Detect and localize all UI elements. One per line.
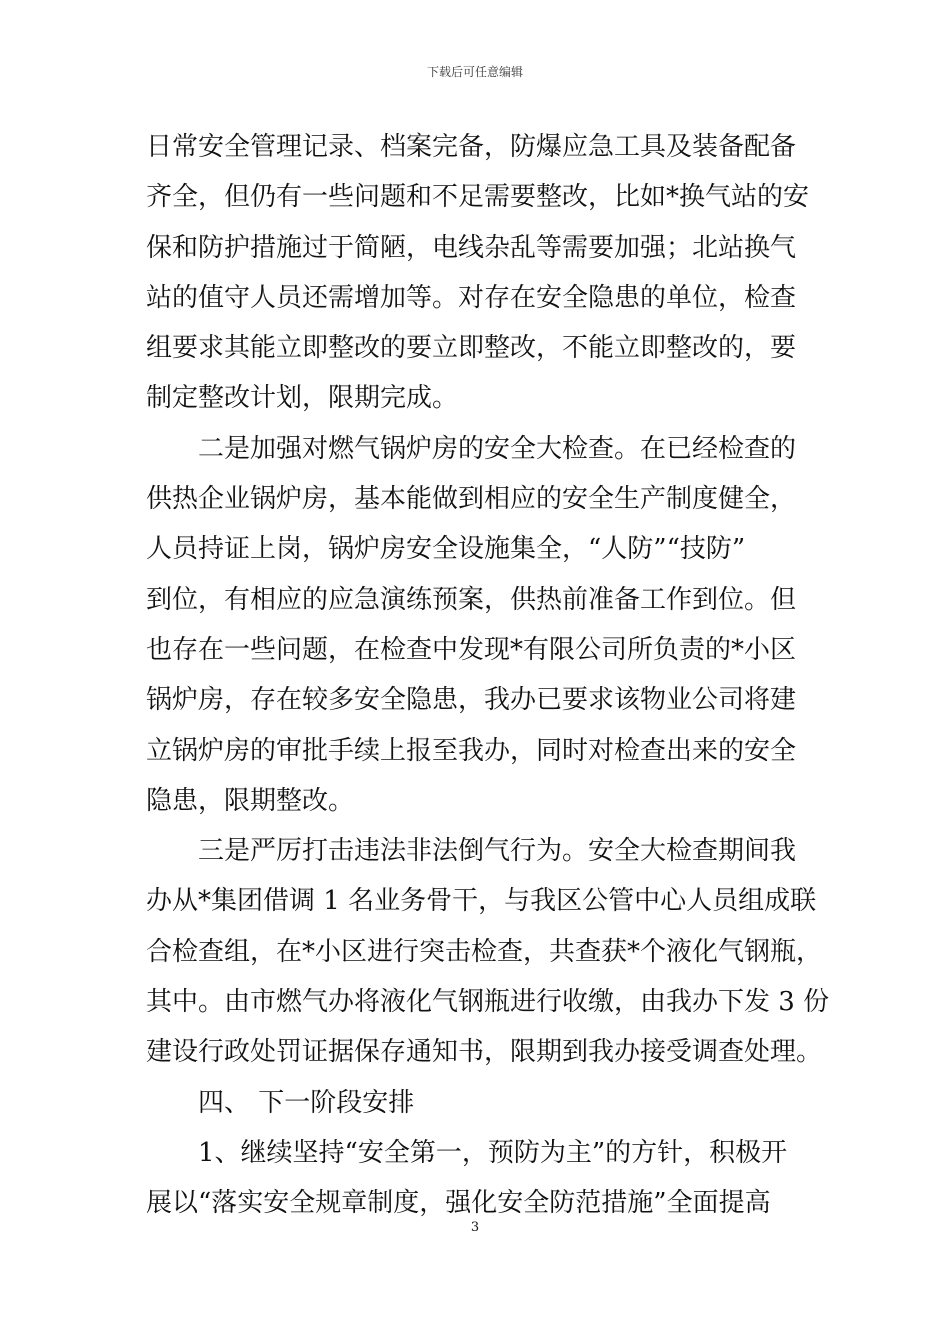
text-line: 1、继续坚持“安全第一，预防为主”的方针，积极开 — [198, 1137, 788, 1168]
text-line: 组要求其能立即整改的要立即整改，不能立即整改的，要 — [146, 333, 797, 364]
text-line: 锅炉房，存在较多安全隐患，我办已要求该物业公司将建 — [146, 685, 797, 716]
text-line: 四、 下一阶段安排 — [198, 1087, 415, 1118]
text-line: 到位，有相应的应急演练预案，供热前准备工作到位。但 — [146, 584, 797, 615]
document-body — [146, 122, 830, 1229]
text-line: 供热企业锅炉房，基本能做到相应的安全生产制度健全， — [146, 484, 797, 515]
text-line: 站的值守人员还需增加等。对存在安全隐患的单位，检查 — [146, 282, 797, 313]
page-header: 下载后可任意编辑 — [426, 65, 523, 79]
page-number: 3 — [470, 1220, 480, 1235]
text-line: 办从*集团借调 1 名业务骨干，与我区公管中心人员组成联 — [146, 886, 817, 917]
text-line: 建设行政处罚证据保存通知书，限期到我办接受调查处理。 — [146, 1037, 823, 1068]
text-line: 二是加强对燃气锅炉房的安全大检查。在已经检查的 — [198, 433, 797, 464]
text-line: 人员持证上岗，锅炉房安全设施集全，“人防”“技防” — [146, 534, 746, 565]
text-line: 齐全，但仍有一些问题和不足需要整改，比如*换气站的安 — [146, 182, 810, 213]
text-line: 其中。由市燃气办将液化气钢瓶进行收缴，由我办下发 3 份 — [146, 987, 830, 1018]
text-line: 保和防护措施过于简陋，电线杂乱等需要加强；北站换气 — [146, 232, 797, 263]
text-line: 合检查组，在*小区进行突击检查，共查获*个液化气钢瓶， — [146, 936, 823, 967]
text-line: 日常安全管理记录、档案完备，防爆应急工具及装备配备 — [146, 132, 797, 162]
text-line: 展以“落实安全规章制度，强化安全防范措施”全面提高 — [146, 1188, 771, 1219]
text-line: 也存在一些问题，在检查中发现*有限公司所负责的*小区 — [146, 634, 797, 665]
text-line: 制定整改计划，限期完成。 — [146, 383, 459, 414]
text-line: 隐患，限期整改。 — [146, 785, 355, 816]
text-line: 三是严厉打击违法非法倒气行为。安全大检查期间我 — [198, 836, 797, 867]
text-line: 立锅炉房的审批手续上报至我办，同时对检查出来的安全 — [146, 735, 797, 766]
